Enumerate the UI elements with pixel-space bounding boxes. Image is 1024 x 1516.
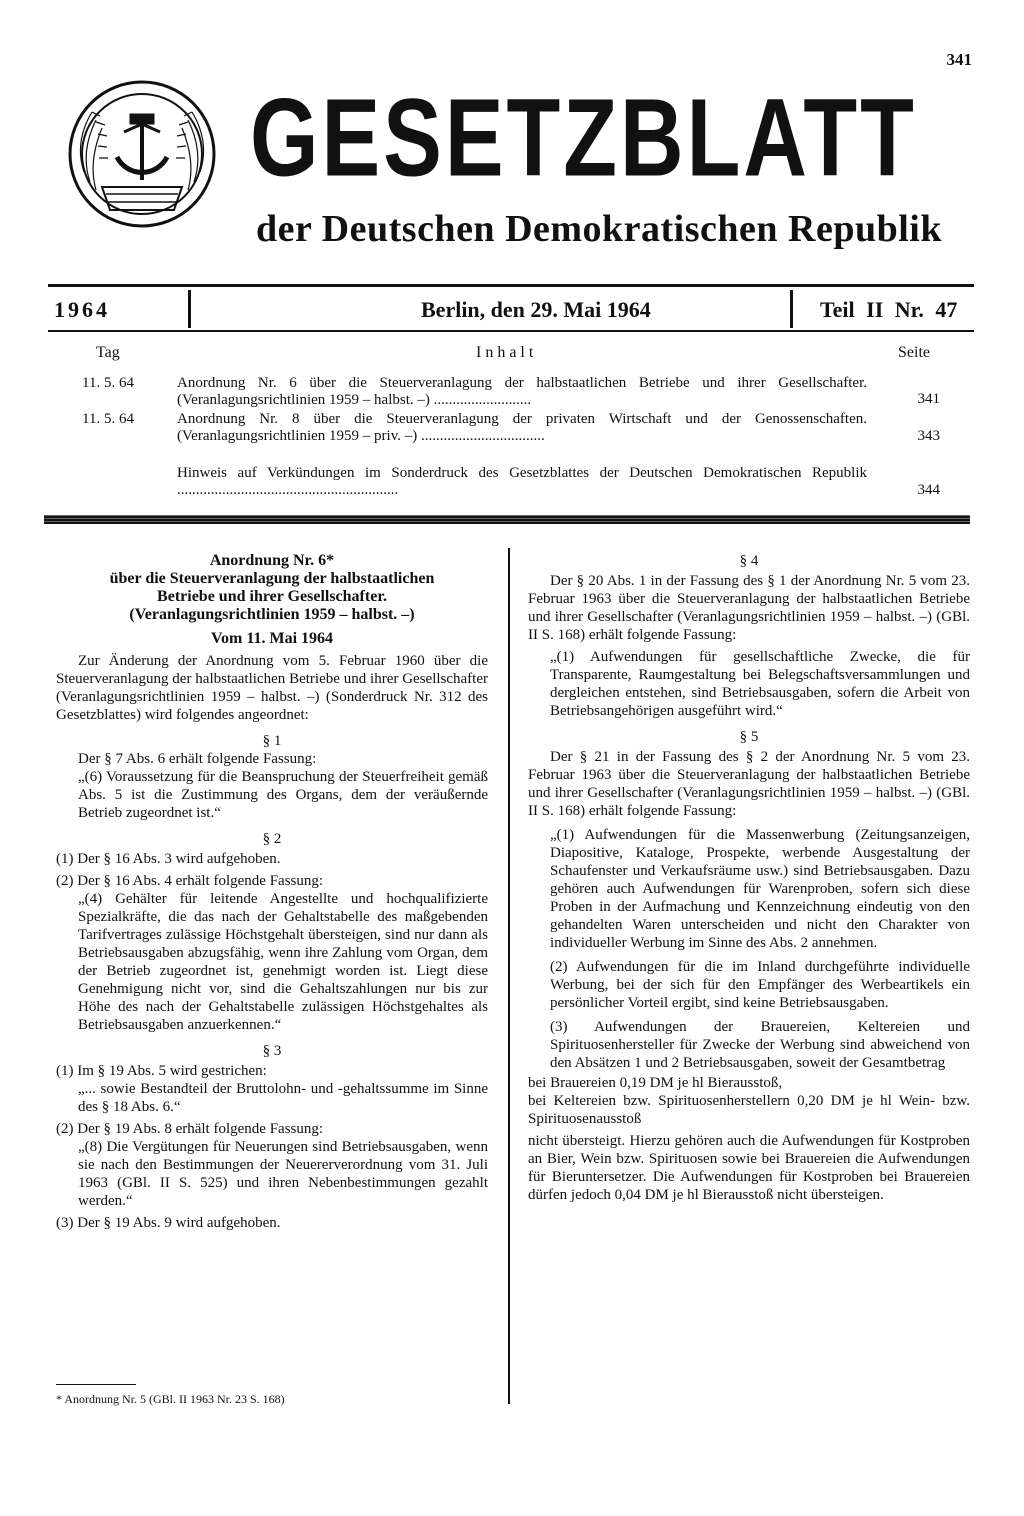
section-heading: § 4 (739, 553, 759, 569)
issue-place-date: Berlin, den 29. Mai 1964 (421, 297, 651, 322)
section-quote: (2) Aufwendungen für die im Inland durchgeführte individuelle Werbung, bei der sich für den Empfänger des Werbeartikels ein persönlicher Vorteil ergibt, sind keine Betriebsausgaben. (550, 959, 970, 1011)
state-emblem-icon (62, 72, 222, 237)
masthead-title: GESETZBLATT (250, 75, 917, 200)
section-heading: § 1 (262, 733, 282, 749)
header-rule-bottom (48, 330, 974, 332)
section-heading: § 5 (739, 729, 759, 745)
issue-divider (790, 290, 793, 328)
section-list-item: bei Brauereien 0,19 DM je hl Bierausstoß, (528, 1075, 783, 1091)
section-heading: § 3 (262, 1043, 282, 1059)
ordinance-intro: Zur Änderung der Anordnung vom 5. Februar 1960 über die Steuerveranlagung der halbstaatlichen Betriebe und ihrer Gesellschafter (Veranlagungsrichtlinien 1959 – halbst. –) (Sonderdruck Nr. 312 des Gesetzblattes) wird folgendes angeordnet: (56, 653, 488, 723)
page-number: 341 (946, 50, 972, 69)
toc-col-day: Tag (96, 344, 120, 361)
section-quote: „(1) Aufwendungen für die Massenwerbung (Zeitungsanzeigen, Diapositive, Kataloge, Prospekte, werbende Ausgestaltung der Schaufenster und Verkaufsräume usw.) sind Betriebsausgaben. Dazu gehören auch Aufwendungen für Warenproben, sofern sich diese Proben in der Aufmachung und Kennzeichnung eindeutig von den gehandelten Waren unterscheiden und nicht den Charakter von individueller Werbung im Sinne des Abs. 2 annehmen. (550, 827, 970, 951)
toc-col-content: Inhalt (476, 344, 538, 361)
section-text: Der § 21 in der Fassung des § 2 der Anordnung Nr. 5 vom 23. Februar 1963 über die Steuerveranlagung der halbstaatlichen Betriebe und ihrer Gesellschafter (Veranlagungsrichtlinien 1959 – halbst. –) (GBl. II S. 168) erhält folgende Fassung: (528, 749, 970, 819)
toc-entry-text: Anordnung Nr. 6 über die Steuerveranlagung der halbstaatlichen Betriebe und ihrer Gesellschafter. (Veranlagungsrichtlinien 1959 – halbst. –) .......................... (177, 375, 867, 408)
section-text: (1) Im § 19 Abs. 5 wird gestrichen: (56, 1063, 267, 1079)
toc-entry-text: Anordnung Nr. 8 über die Steuerveranlagung der privaten Wirtschaft und der Genossenschaften. (Veranlagungsrichtlinien 1959 – priv. –) ................................. (177, 411, 867, 444)
section-text: (2) Der § 16 Abs. 4 erhält folgende Fassung: (56, 873, 324, 889)
ordinance-date: Vom 11. Mai 1964 (210, 630, 334, 647)
issue-part-number: Teil II Nr. 47 (820, 297, 958, 322)
section-quote: „(8) Die Vergütungen für Neuerungen sind Betriebsausgaben, wenn sie nach den Bestimmungen der Neuererverordnung vom 31. Juli 1963 (GBl. II S. 525) und ihren Nebenbestimmungen gezahlt werden.“ (78, 1139, 488, 1209)
ordinance-title: (Veranlagungsrichtlinien 1959 – halbst. –) (129, 606, 415, 623)
toc-entry-date: 11. 5. 64 (82, 375, 134, 391)
header-rule-top (48, 284, 974, 287)
section-text: nicht übersteigt. Hierzu gehören auch die Aufwendungen für Kostproben an Bier, Wein bzw. Spirituosen sowie bei Brauereien die Aufwendungen für Bieruntersetzer. Die Aufwendungen für Kostproben bei Brauereien dürfen jedoch 0,04 DM je hl Bierausstoß nicht übersteigen. (528, 1133, 970, 1203)
issue-divider (188, 290, 191, 328)
left-column (56, 552, 488, 1232)
issue-line (48, 292, 974, 328)
section-quote: „(1) Aufwendungen für gesellschaftliche Zwecke, die für Transparente, Raumgestaltung bei Belegschaftsversammlungen und dergleichen entstehen, sind Betriebsausgaben, sofern die Arbeit von Betriebsangehörigen ausgeführt wird.“ (550, 649, 970, 719)
footnote-rule (56, 1384, 136, 1385)
section-text: (2) Der § 19 Abs. 8 erhält folgende Fassung: (56, 1121, 324, 1137)
issue-year: 1964 (54, 297, 110, 322)
footnote: * Anordnung Nr. 5 (GBl. II 1963 Nr. 23 S. 168) (56, 1392, 285, 1406)
section-text: Der § 7 Abs. 6 erhält folgende Fassung: (78, 751, 317, 767)
section-quote: „(6) Voraussetzung für die Beanspruchung der Steuerfreiheit gemäß Abs. 5 ist die Zustimmung des Organs, dem der veräußernde Betrieb zugeordnet ist.“ (78, 769, 488, 821)
section-divider (44, 515, 970, 524)
section-heading: § 2 (262, 831, 282, 847)
section-quote: „... sowie Bestandteil der Bruttolohn- und -gehaltssumme im Sinne des § 18 Abs. 6.“ (78, 1081, 488, 1115)
section-list-item: bei Keltereien bzw. Spirituosenherstellern 0,20 DM je hl Wein- bzw. Spirituosenausstoß (528, 1093, 970, 1127)
masthead-subtitle: der Deutschen Demokratischen Republik (256, 208, 942, 250)
section-quote: „(4) Gehälter für leitende Angestellte und hochqualifizierte Spezialkräfte, die das nach der Gehaltstabelle des maßgebenden Tarifvertrages zulässige Höchstgehalt übersteigen, sind nur dann als Betriebsausgaben abzugsfähig, wenn ihre Zahlung vom Organ, dem der Betrieb zugeordnet ist, genehmigt worden ist. Liegt diese Genehmigung nicht vor, sind die Gehaltszahlungen nur bis zur Höhe des nach der Gehaltstabelle zulässigen Höchstgehaltes als Betriebsausgaben anzuerkennen.“ (78, 891, 488, 1033)
section-text: (3) Der § 19 Abs. 9 wird aufgehoben. (56, 1215, 281, 1231)
column-rule (508, 548, 510, 1404)
toc-entry-text: Hinweis auf Verkündungen im Sonderdruck des Gesetzblattes der Deutschen Demokratischen Republik ........................................................... (177, 465, 867, 498)
toc-entry-date: 11. 5. 64 (82, 411, 134, 427)
right-column (528, 552, 970, 1204)
ordinance-title: Betriebe und ihrer Gesellschafter. (157, 588, 387, 605)
toc-entry-page: 341 (917, 391, 940, 407)
toc-entry-page: 343 (917, 428, 940, 444)
ordinance-title: Anordnung Nr. 6* (209, 552, 335, 569)
toc-col-page: Seite (898, 344, 930, 361)
ordinance-title: über die Steuerveranlagung der halbstaatlichen (109, 570, 435, 587)
section-text: (1) Der § 16 Abs. 3 wird aufgehoben. (56, 851, 281, 867)
section-quote: (3) Aufwendungen der Brauereien, Keltereien und Spirituosenhersteller für Zwecke der Werbung sind abweichend von den Absätzen 1 und 2 Betriebsausgaben, soweit der Gesamtbetrag (550, 1019, 970, 1071)
toc-entry-page: 344 (917, 482, 940, 498)
section-text: Der § 20 Abs. 1 in der Fassung des § 1 der Anordnung Nr. 5 vom 23. Februar 1963 über die Steuerveranlagung der halbstaatlichen Betriebe und ihrer Gesellschafter (Veranlagungsrichtlinien 1959 – halbst. –) (GBl. II S. 168) erhält folgende Fassung: (528, 573, 970, 643)
